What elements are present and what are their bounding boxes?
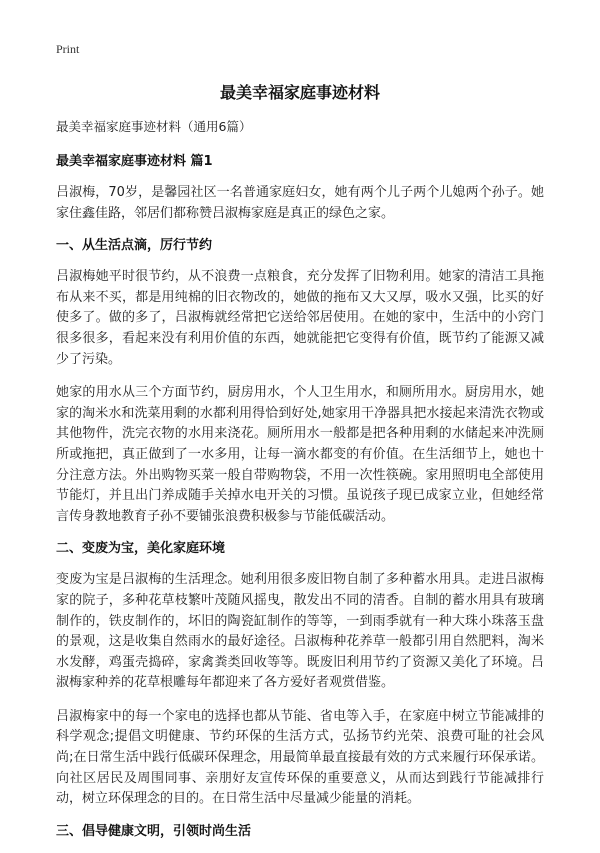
document-title: 最美幸福家庭事迹材料 [219, 83, 380, 102]
document-body [56, 118, 544, 853]
heading-frugal-living: 一、从生活点滴，厉行节约 [56, 238, 213, 254]
heading-healthy-lifestyle: 三、倡导健康文明，引领时尚生活 [56, 823, 252, 839]
intro-paragraph: 吕淑梅，70岁，是馨园社区一名普通家庭妇女，她有两个儿子两个儿媳两个孙子。她家住鑫佳路，邻居们都称赞吕淑梅家庭是真正的绿色之家。 [56, 185, 544, 221]
paragraph-frugal-2: 她家的用水从三个方面节约，厨房用水，个人卫生用水，和厕所用水。厨房用水，她家的淘米水和洗菜用剩的水都利用得恰到好处,她家用干净器具把水接起来清洗衣物或其他物件，洗完衣物的水用来浇花。厕所用水一般都是把各种用剩的水储起来冲洗厕所或拖把，真正做到了一水多用，让每一滴水都变的有价值。在生活细节上，她也十分注意方法。外出购物买菜一般自带购物袋，不用一次性筷碗。家用照明电全部使用节能灯，并且出门养成随手关掉水电开关的习惯。虽说孩子现已成家立业，但她经常言传身教地教育子孙不要铺张浪费积极参与节能低碳活动。 [56, 385, 544, 524]
heading-recycling: 二、变废为宝，美化家庭环境 [56, 541, 226, 557]
section-title: 最美幸福家庭事迹材料 篇1 [56, 154, 213, 169]
paragraph-frugal-1: 吕淑梅她平时很节约，从不浪费一点粮食，充分发挥了旧物利用。她家的清洁工具拖布从来不买，都是用纯棉的旧衣物改的，她做的拖布又大又厚，吸水又强，比买的好使多了。做的多了，吕淑梅就经常把它送给邻居使用。在她的家中，生活中的小窍门很多很多，看起来没有利用价值的东西，她就能把它变得有价值，既节约了能源又减少了污染。 [56, 269, 544, 367]
print-link[interactable]: Print [56, 42, 80, 56]
document-subtitle: 最美幸福家庭事迹材料（通用6篇） [56, 119, 252, 134]
paragraph-recycling-2: 吕淑梅家中的每一个家电的选择也都从节能、省电等入手，在家庭中树立节能减排的科学观念;提倡文明健康、节约环保的生活方式，弘扬节约光荣、浪费可耻的社会风尚;在日常生活中践行低碳环保理念，用最简单最直接最有效的方式来履行环保承诺。向社区居民及周围同事、亲朋好友宣传环保的重要意义，从而达到践行节能减排行动，树立环保理念的目的。在日常生活中尽量减少能量的消耗。 [56, 708, 544, 807]
paragraph-recycling-1: 变废为宝是吕淑梅的生活理念。她利用很多废旧物自制了多种蓄水用具。走进吕淑梅家的院子，多种花草枝繁叶茂随风摇曳，散发出不同的清香。自制的蓄水用具有玻璃制作的，铁皮制作的，坏旧的陶瓷缸制作的等等，一到雨季就有一种大珠小珠落玉盘的景观，这是收集自然雨水的最好途径。吕淑梅种花养草一般都引用自然肥料，淘米水发酵，鸡蛋壳捣碎，家禽粪类回收等等。既废旧利用节约了资源又美化了环境。吕淑梅家种养的花草根雕每年都迎来了各方爱好者观赏借鉴。 [56, 572, 544, 691]
